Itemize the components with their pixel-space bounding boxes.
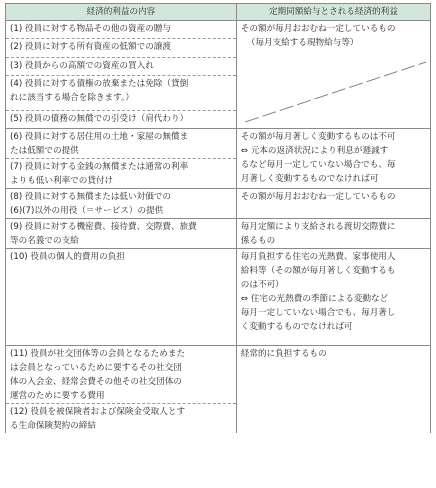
- row-11-line4: 運営のために要する費用: [10, 391, 105, 401]
- header-left: 経済的利益の内容: [6, 4, 237, 21]
- right-group-1: [236, 21, 430, 129]
- diagonal-dash-line: [237, 50, 430, 128]
- right-g5-line3: のは不可）: [240, 280, 284, 290]
- row-11-line1: (11) 役員が社交団体等の会員となるためまた: [10, 349, 186, 359]
- row-6-left: [6, 129, 237, 159]
- right-group-2: [236, 129, 430, 189]
- right-g6-line1: 経常的に負担するもの: [240, 349, 327, 359]
- table-row: [6, 129, 431, 159]
- row-9-left: [6, 219, 237, 249]
- row-11-line2: は会員となっているために要するその社交団: [10, 363, 182, 373]
- not-applicable-slash: [237, 50, 430, 128]
- row-12-line1: (12) 役員を被保険者および保険金受取人とす: [10, 407, 186, 417]
- right-g5-line4: ⇔ 住宅の光熱費の季節による変動など: [240, 294, 389, 304]
- header-right: 定期同額給与とされる経済的利益: [236, 4, 430, 21]
- right-g4-line1: 毎月定額により支給される渡切交際費に: [240, 222, 396, 232]
- row-1-left: (1) 役員に対する物品その他の資産の贈与: [6, 21, 237, 39]
- right-group-4: [236, 219, 430, 249]
- right-g2-line3: るなど毎月一定していない場合でも、毎: [240, 160, 396, 170]
- row-5-left: (5) 役員の債務の無償での引受け（肩代わり）: [6, 110, 237, 128]
- benefit-table: [5, 3, 431, 433]
- row-6-line2: たは低額での提供: [10, 146, 79, 156]
- row-12-line2: る生命保険契約の締結: [10, 421, 96, 431]
- row-4-left: [6, 76, 237, 110]
- row-4-line1: (4) 役員に対する債権の放棄または免除（貸倒: [10, 79, 189, 90]
- table-row: [6, 219, 431, 249]
- row-2-left: (2) 役員に対する所有資産の低額での譲渡: [6, 39, 237, 57]
- right-g4-line2: 係るもの: [240, 236, 276, 246]
- right-g2-line1: その額が毎月著しく変動するものは不可: [240, 132, 396, 142]
- right-g2-line2: ⇔ 元本の返済状況により利息が逓減す: [240, 146, 389, 156]
- right-g5-line6: く変動するものでなければ可: [240, 322, 353, 332]
- table-header-row: [6, 4, 431, 21]
- row-11-left: [6, 346, 237, 404]
- table-row: [6, 21, 431, 39]
- right-g5-line5: 毎月一定していない場合でも、毎月著し: [240, 308, 396, 318]
- row-7-line1: (7) 役員に対する金銭の無償または通常の利率: [10, 162, 189, 172]
- right-g2-line4: 月著しく変動するものでなければ可: [240, 174, 379, 184]
- row-9-line1: (9) 役員に対する機密費、接待費、交際費、旅費: [10, 222, 197, 232]
- row-4-line2: れに該当する場合を除きます。）: [10, 93, 134, 104]
- right-g1-line1: その額が毎月おおむね一定しているもの: [240, 24, 396, 34]
- right-group-6: [236, 346, 430, 434]
- right-g1-line2: （毎月支給する現物給与等）: [246, 38, 359, 48]
- row-11-line3: 体の入会金、経常会費その他その社交団体の: [10, 377, 182, 387]
- row-9-line2: 等の名義での支給: [10, 236, 79, 246]
- row-12-left: [6, 404, 237, 434]
- right-g5-line2: 給料等（その額が毎月著しく変動するも: [240, 266, 396, 276]
- row-8-line1: (8) 役員に対する無償または低い対価での: [10, 192, 171, 202]
- right-g3-line1: その額が毎月おおむね一定しているもの: [240, 192, 396, 202]
- row-8-left: [6, 189, 237, 219]
- row-8-line2: (6)(7)以外の用役（＝サービス）の提供: [10, 206, 164, 216]
- right-group-3: [236, 189, 430, 219]
- table-row: [6, 249, 431, 346]
- right-group-5: [236, 249, 430, 346]
- row-3-left: (3) 役員からの高額での資産の買入れ: [6, 57, 237, 75]
- row-7-left: [6, 159, 237, 189]
- row-7-line2: よりも低い利率での貸付け: [10, 176, 114, 186]
- row-10-left: (10) 役員の個人的費用の負担: [6, 249, 237, 346]
- table-row: [6, 346, 431, 404]
- table-row: [6, 189, 431, 219]
- right-g5-line1: 毎月負担する住宅の光熱費、家事使用人: [240, 252, 396, 262]
- row-6-line1: (6) 役員に対する居住用の土地・家屋の無償ま: [10, 132, 189, 142]
